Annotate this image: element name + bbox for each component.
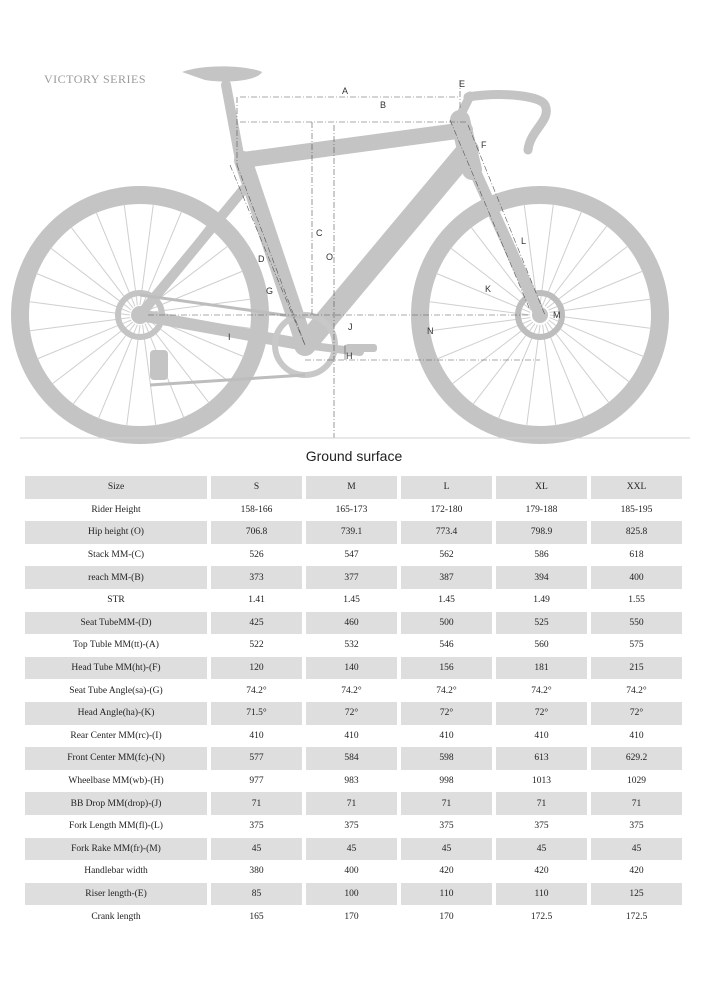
spoke	[550, 318, 644, 357]
spoke	[429, 302, 530, 315]
table-cell: 181	[496, 657, 587, 680]
table-cell: 71	[496, 792, 587, 815]
spoke	[437, 320, 531, 359]
table-cell: 410	[249, 730, 264, 741]
dim-label-O: O	[326, 252, 334, 262]
table-row	[25, 905, 682, 928]
table-row	[25, 634, 682, 657]
table-cell: 526	[249, 550, 264, 561]
table-cell: 629.2	[591, 747, 682, 770]
dim-label-E: E	[459, 79, 466, 89]
table-cell: 71	[306, 792, 397, 815]
dim-label-N: N	[427, 326, 434, 336]
spoke	[543, 325, 556, 426]
table-cell: 546	[439, 640, 454, 651]
table-cell: 562	[439, 550, 454, 561]
spoke	[547, 246, 628, 308]
dim-label-F: F	[481, 140, 487, 150]
spoke	[452, 322, 533, 384]
table-cell: 618	[629, 550, 644, 561]
table-cell: M	[306, 476, 397, 499]
table-cell: 71	[211, 792, 302, 815]
row-label: Fork Rake MM(fr)-(M)	[25, 838, 207, 861]
table-cell: 156	[401, 657, 492, 680]
table-cell: 1.49	[533, 595, 550, 606]
table-cell: 45	[496, 838, 587, 861]
table-cell: 410	[344, 730, 359, 741]
table-cell: 170	[344, 911, 359, 922]
table-cell: 72°	[401, 702, 492, 725]
table-cell: 586	[534, 550, 549, 561]
table-row	[25, 747, 682, 770]
table-cell: 85	[211, 883, 302, 906]
table-cell: 410	[439, 730, 454, 741]
table-cell: 387	[401, 566, 492, 589]
table-cell: 185-195	[620, 504, 653, 515]
table-cell: 500	[401, 612, 492, 635]
table-cell: 598	[401, 747, 492, 770]
table-cell: 375	[344, 821, 359, 832]
spoke	[550, 299, 651, 312]
table-cell: 170	[439, 911, 454, 922]
row-label: Fork Length MM(fl)-(L)	[69, 821, 163, 832]
spoke	[73, 324, 135, 405]
table-cell: 584	[306, 747, 397, 770]
spoke	[473, 324, 535, 405]
geometry-table	[21, 476, 686, 928]
table-cell: 400	[591, 566, 682, 589]
table-cell: L	[401, 476, 492, 499]
row-label: Top Tuble MM(tt)-(A)	[73, 640, 159, 651]
spoke	[550, 315, 651, 328]
table-cell: 706.8	[211, 521, 302, 544]
table-cell: 215	[591, 657, 682, 680]
spoke	[29, 318, 130, 331]
spoke	[140, 204, 153, 305]
dim-label-C: C	[316, 228, 323, 238]
table-cell: 100	[306, 883, 397, 906]
table-row	[25, 679, 682, 702]
table-cell: 550	[591, 612, 682, 635]
table-row	[25, 770, 682, 793]
row-label: Front Center MM(fc)-(N)	[25, 747, 207, 770]
row-label: Crank length	[91, 911, 141, 922]
dim-label-M: M	[553, 310, 561, 320]
table-cell: 977	[249, 776, 264, 787]
table-row	[25, 521, 682, 544]
table-row	[25, 612, 682, 635]
table-row	[25, 589, 682, 612]
table-cell: 998	[439, 776, 454, 787]
spoke	[543, 211, 582, 305]
table-cell: 410	[534, 730, 549, 741]
spoke	[547, 322, 609, 403]
table-cell: 125	[591, 883, 682, 906]
table-row	[25, 499, 682, 522]
dim-label-J: J	[348, 322, 353, 332]
table-cell: XL	[496, 476, 587, 499]
row-label: BB Drop MM(drop)-(J)	[25, 792, 207, 815]
table-row	[25, 883, 682, 906]
table-cell: 420	[629, 866, 644, 877]
table-cell: 172-180	[430, 504, 463, 515]
table-cell: 825.8	[591, 521, 682, 544]
row-label: Head Angle(ha)-(K)	[25, 702, 207, 725]
seatpost	[226, 85, 240, 160]
table-cell: 172.5	[530, 911, 553, 922]
table-cell: 577	[211, 747, 302, 770]
table-cell: 179-188	[525, 504, 558, 515]
row-label: Stack MM-(C)	[87, 550, 145, 561]
table-cell: 74.2°	[626, 685, 647, 696]
dim-label-H: H	[346, 351, 353, 361]
spoke	[71, 227, 133, 308]
table-cell: 394	[496, 566, 587, 589]
dim-label-L: L	[521, 236, 527, 246]
table-row	[25, 657, 682, 680]
table-cell: 739.1	[306, 521, 397, 544]
table-row	[25, 838, 682, 861]
spoke	[98, 325, 137, 419]
table-cell: 172.5	[625, 911, 648, 922]
row-label: Handlebar width	[84, 866, 148, 877]
table-cell: 45	[211, 838, 302, 861]
dim-label-A: A	[342, 86, 349, 96]
saddle	[182, 66, 262, 81]
row-label: Seat Tube Angle(sa)-(G)	[69, 685, 163, 696]
table-cell: 420	[534, 866, 549, 877]
table-cell: 1013	[532, 776, 551, 787]
table-row	[25, 544, 682, 567]
table-cell: 72°	[306, 702, 397, 725]
spoke	[429, 318, 530, 331]
spoke	[545, 324, 584, 418]
table-cell: 373	[211, 566, 302, 589]
dim-label-K: K	[485, 284, 492, 294]
table-cell: 460	[306, 612, 397, 635]
spoke	[127, 325, 140, 426]
spoke	[36, 273, 130, 312]
table-cell: 375	[534, 821, 549, 832]
spoke	[50, 248, 131, 310]
dim-label-G: G	[266, 286, 274, 296]
spoke	[545, 225, 607, 306]
spoke	[96, 212, 135, 306]
table-cell: 74.2°	[436, 685, 457, 696]
table-cell: 420	[439, 866, 454, 877]
table-cell: 158-166	[240, 504, 273, 515]
spoke	[150, 299, 251, 312]
table-cell: 547	[344, 550, 359, 561]
dim-label-B: B	[380, 100, 387, 110]
table-cell: 410	[629, 730, 644, 741]
table-cell: 375	[629, 821, 644, 832]
table-cell: 120	[211, 657, 302, 680]
table-cell: 1.45	[343, 595, 360, 606]
row-label: Rider Height	[91, 504, 141, 515]
table-cell: 525	[496, 612, 587, 635]
spoke	[52, 322, 133, 384]
table-cell: 72°	[591, 702, 682, 725]
table-cell: 110	[496, 883, 587, 906]
table-row	[25, 566, 682, 589]
table-cell: 1.45	[438, 595, 455, 606]
table-cell: S	[211, 476, 302, 499]
spoke	[549, 271, 643, 310]
table-cell: 165-173	[335, 504, 368, 515]
spoke	[549, 320, 630, 382]
dimension-lines	[148, 80, 545, 438]
table-cell: 1.55	[628, 595, 645, 606]
table-row	[25, 725, 682, 748]
table-cell: 522	[249, 640, 264, 651]
spoke	[37, 320, 131, 359]
table-header-row	[25, 476, 682, 499]
table-row	[25, 860, 682, 883]
row-label: reach MM-(B)	[25, 566, 207, 589]
table-cell: 74.2°	[531, 685, 552, 696]
table-cell: 165	[249, 911, 264, 922]
table-cell: 45	[591, 838, 682, 861]
row-label: Rear Center MM(rc)-(I)	[70, 730, 162, 741]
table-cell: 377	[306, 566, 397, 589]
table-cell: 1029	[627, 776, 646, 787]
spoke	[527, 325, 540, 426]
table-cell: 575	[629, 640, 644, 651]
spoke	[124, 204, 137, 305]
row-label: Seat TubeMM-(D)	[25, 612, 207, 635]
spoke	[29, 302, 130, 315]
table-cell: 380	[249, 866, 264, 877]
table-cell: 773.4	[401, 521, 492, 544]
row-label: Wheelbase MM(wb)-(H)	[68, 776, 164, 787]
spoke	[540, 204, 553, 305]
table-cell: 74.2°	[341, 685, 362, 696]
ground-surface-label: Ground surface	[305, 448, 403, 464]
table-cell: 983	[344, 776, 359, 787]
table-cell: 532	[344, 640, 359, 651]
row-label: Riser length-(E)	[25, 883, 207, 906]
table-cell: XXL	[591, 476, 682, 499]
table-cell: 74.2°	[246, 685, 267, 696]
table-cell: 425	[211, 612, 302, 635]
table-cell: 45	[401, 838, 492, 861]
row-label: STR	[107, 595, 125, 606]
table-cell: 140	[306, 657, 397, 680]
table-cell: 400	[344, 866, 359, 877]
table-cell: 375	[249, 821, 264, 832]
dimension-labels	[228, 79, 561, 361]
table-row	[25, 702, 682, 725]
row-label: Head Tube MM(ht)-(F)	[25, 657, 207, 680]
table-cell: 71	[591, 792, 682, 815]
row-label: Size	[25, 476, 207, 499]
bike-geometry-diagram	[0, 0, 708, 445]
table-row	[25, 792, 682, 815]
dim-label-I: I	[228, 332, 231, 342]
table-cell: 45	[306, 838, 397, 861]
table-row	[25, 815, 682, 838]
table-cell: 375	[439, 821, 454, 832]
table-cell: 613	[496, 747, 587, 770]
row-label: Hip height (O)	[25, 521, 207, 544]
spoke	[498, 325, 537, 419]
table-cell: 560	[534, 640, 549, 651]
spoke	[436, 273, 530, 312]
table-cell: 71.5°	[211, 702, 302, 725]
table-cell: 71	[401, 792, 492, 815]
handlebar	[468, 95, 546, 150]
series-title: VICTORY SERIES	[44, 72, 147, 86]
table-cell: 798.9	[496, 521, 587, 544]
table-cell: 72°	[496, 702, 587, 725]
dim-label-D: D	[258, 254, 265, 264]
table-cell: 110	[401, 883, 492, 906]
table-cell: 1.41	[248, 595, 265, 606]
